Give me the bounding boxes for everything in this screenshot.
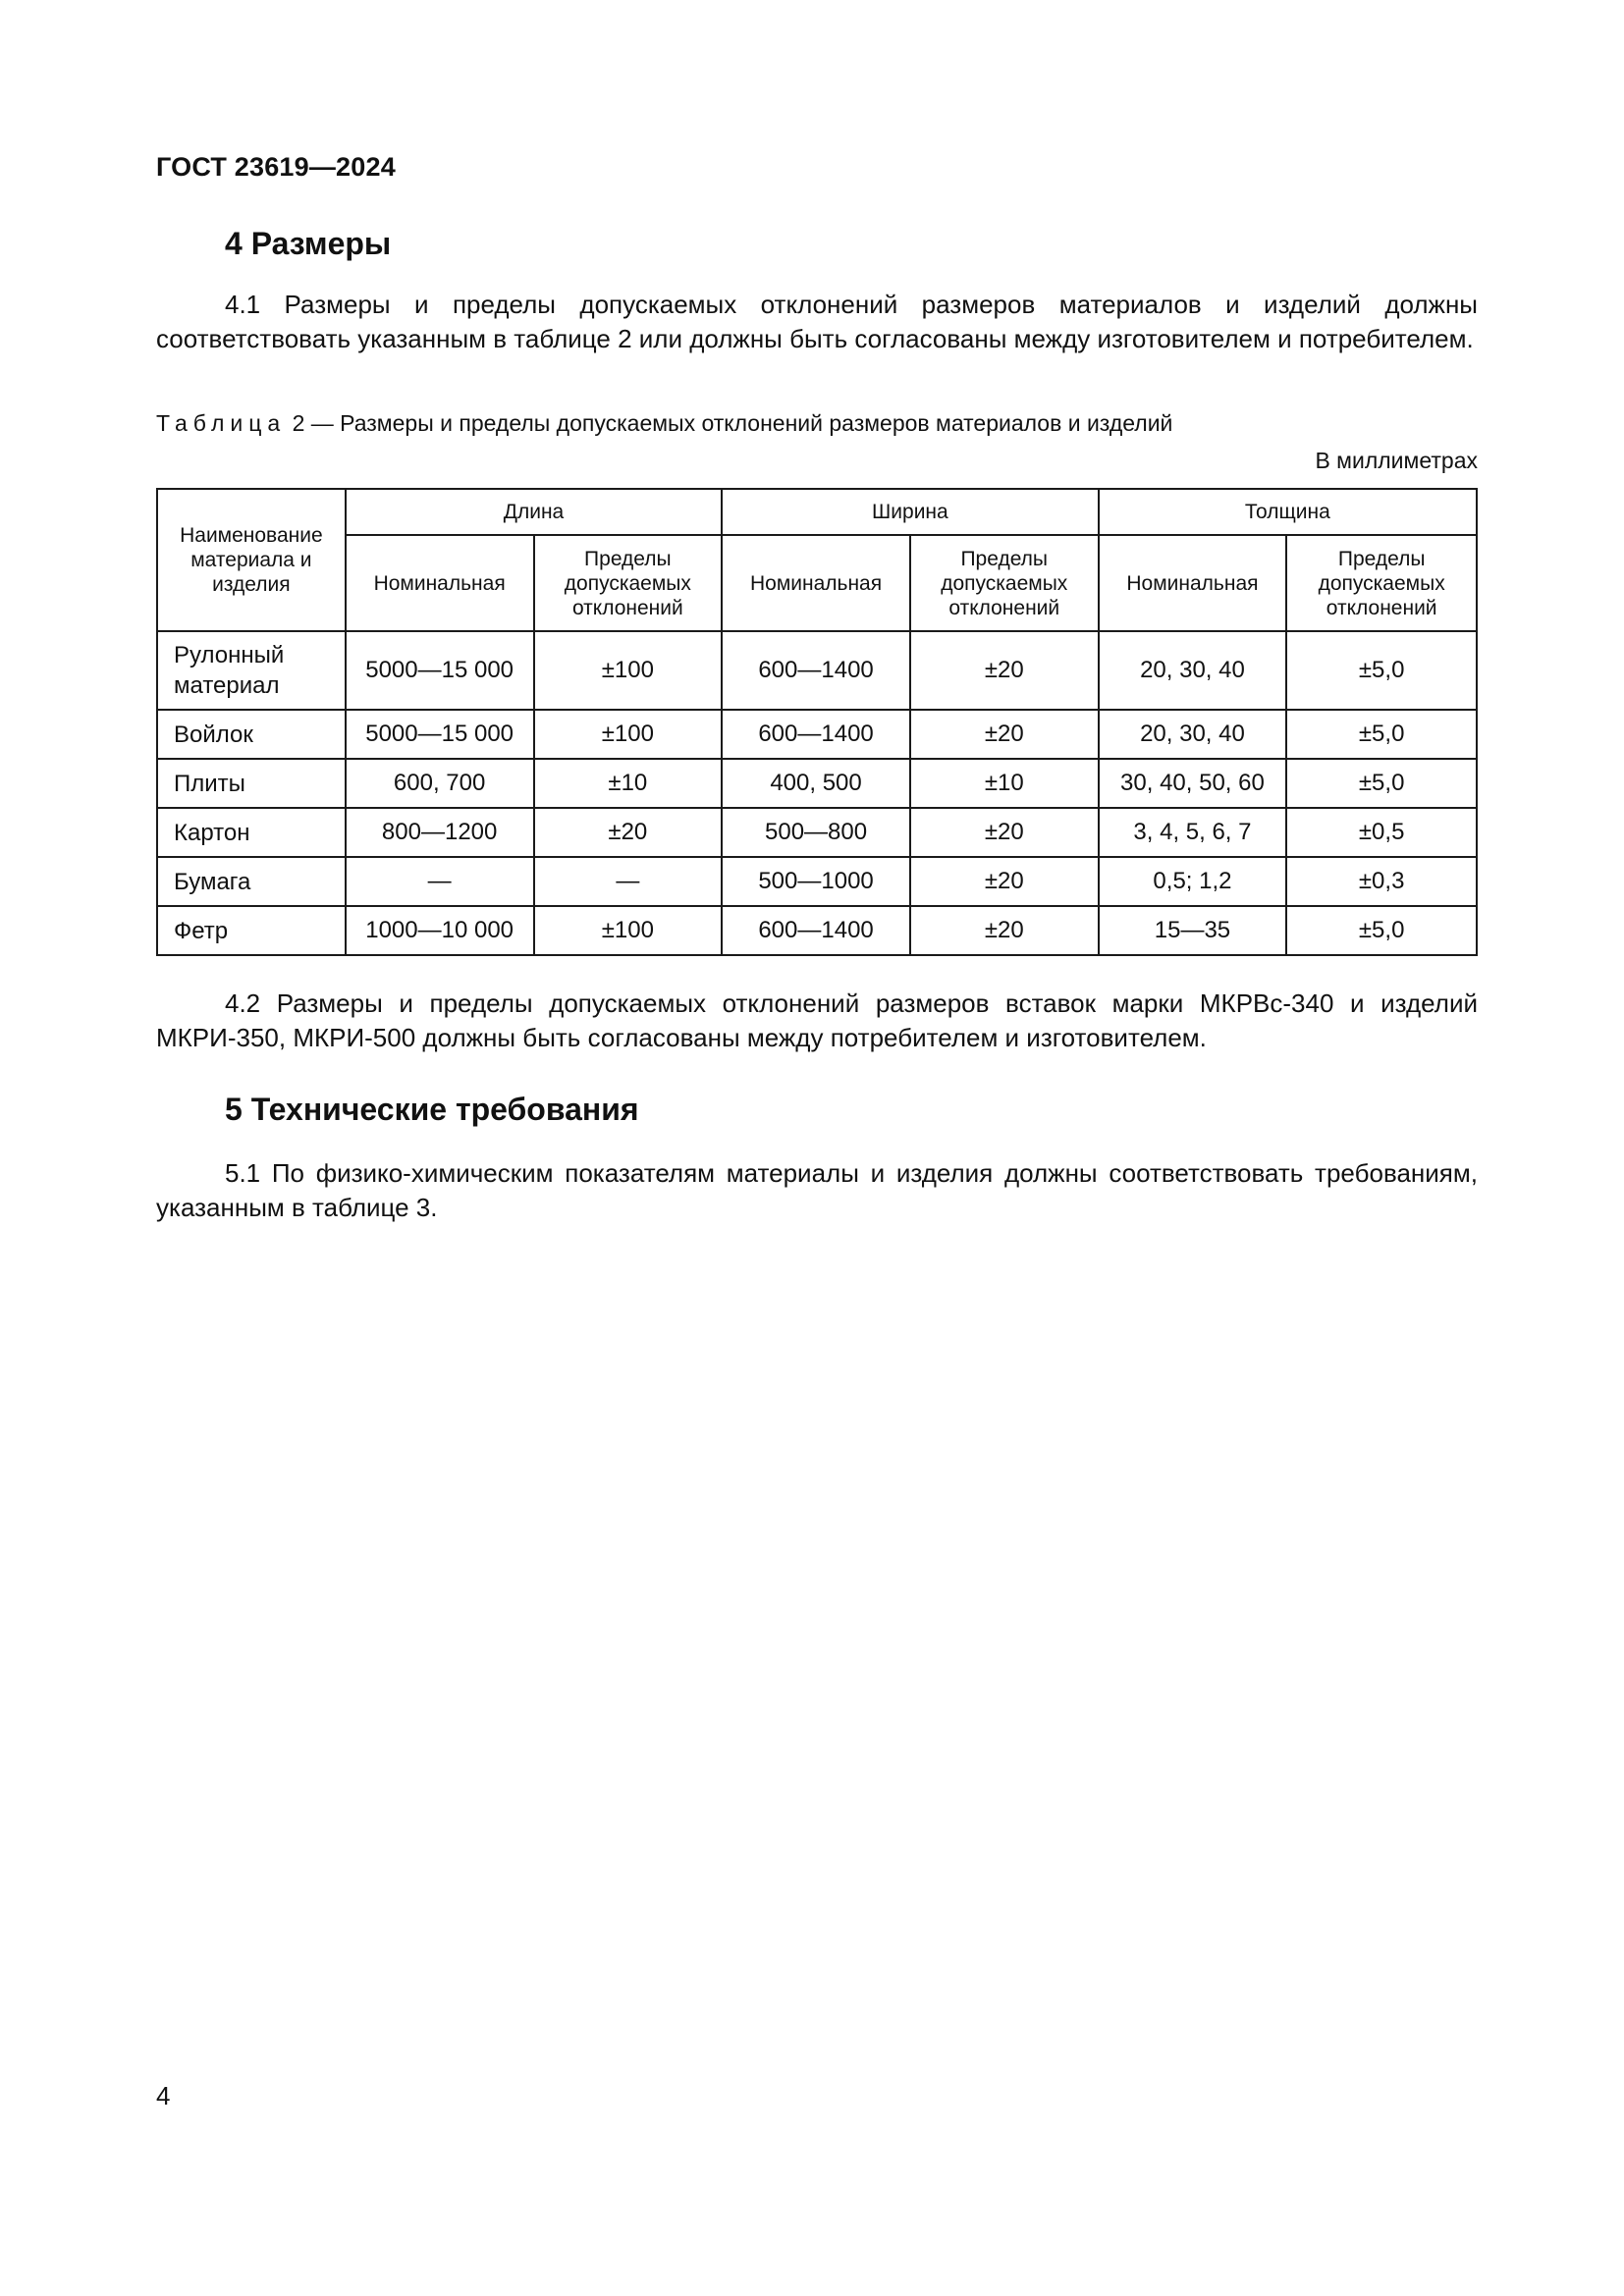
paragraph-5-1: 5.1 По физико-химическим показателям материалы и изделия должны соответствовать требованиям, указанным в таблице 3. bbox=[156, 1158, 1478, 1222]
section-5-title: 5 Технические требования bbox=[225, 1092, 639, 1127]
header-width-tolerance: Пределы допускаемых отклонений bbox=[910, 535, 1099, 631]
table-row bbox=[157, 631, 1477, 710]
table-row bbox=[157, 759, 1477, 808]
cell-length-tolerance: ±100 bbox=[534, 631, 723, 710]
cell-thickness-tolerance: ±5,0 bbox=[1286, 759, 1477, 808]
header-thickness-tolerance: Пределы допускаемых отклонений bbox=[1286, 535, 1477, 631]
header-width-nominal: Номинальная bbox=[722, 535, 910, 631]
table-caption-text: 2 — Размеры и пределы допускаемых отклонений размеров материалов и изделий bbox=[292, 410, 1173, 436]
cell-thickness-tolerance: ±5,0 bbox=[1286, 710, 1477, 759]
page-number: 4 bbox=[156, 2081, 171, 2110]
dimensions-table bbox=[156, 488, 1478, 956]
section-4-title: 4 Размеры bbox=[225, 226, 392, 261]
cell-thickness-nominal: 30, 40, 50, 60 bbox=[1099, 759, 1287, 808]
row-material-name: Войлок bbox=[157, 710, 346, 759]
table-row bbox=[157, 906, 1477, 955]
header-material-name: Наименование материала и изделия bbox=[157, 489, 346, 631]
cell-length-nominal: 1000—10 000 bbox=[346, 906, 534, 955]
cell-width-tolerance: ±10 bbox=[910, 759, 1099, 808]
cell-thickness-tolerance: ±0,5 bbox=[1286, 808, 1477, 857]
cell-thickness-nominal: 15—35 bbox=[1099, 906, 1287, 955]
cell-width-nominal: 500—800 bbox=[722, 808, 910, 857]
cell-width-nominal: 500—1000 bbox=[722, 857, 910, 906]
table-row bbox=[157, 808, 1477, 857]
table-caption-label: Таблица bbox=[156, 410, 287, 436]
paragraph-4-1: 4.1 Размеры и пределы допускаемых отклонений размеров материалов и изделий должны соответствовать указанным в таблице 2 или должны быть согласованы между изготовителем и потребителем. bbox=[156, 290, 1478, 353]
document-code: ГОСТ 23619—2024 bbox=[156, 152, 396, 182]
cell-width-tolerance: ±20 bbox=[910, 808, 1099, 857]
cell-thickness-nominal: 3, 4, 5, 6, 7 bbox=[1099, 808, 1287, 857]
table-header-groups bbox=[157, 489, 1477, 535]
row-material-name: Плиты bbox=[157, 759, 346, 808]
cell-length-nominal: 5000—15 000 bbox=[346, 631, 534, 710]
cell-length-nominal: 5000—15 000 bbox=[346, 710, 534, 759]
table-header-sub bbox=[157, 535, 1477, 631]
header-thickness-nominal: Номинальная bbox=[1099, 535, 1287, 631]
cell-width-nominal: 600—1400 bbox=[722, 710, 910, 759]
cell-length-tolerance: ±100 bbox=[534, 906, 723, 955]
cell-width-nominal: 400, 500 bbox=[722, 759, 910, 808]
header-thickness: Толщина bbox=[1099, 489, 1477, 535]
table-row bbox=[157, 710, 1477, 759]
cell-length-nominal: — bbox=[346, 857, 534, 906]
row-material-name: Бумага bbox=[157, 857, 346, 906]
cell-thickness-nominal: 20, 30, 40 bbox=[1099, 631, 1287, 710]
cell-thickness-nominal: 20, 30, 40 bbox=[1099, 710, 1287, 759]
cell-length-nominal: 600, 700 bbox=[346, 759, 534, 808]
cell-thickness-tolerance: ±5,0 bbox=[1286, 906, 1477, 955]
row-material-name: Рулонный материал bbox=[157, 631, 346, 710]
row-material-name: Фетр bbox=[157, 906, 346, 955]
cell-length-tolerance: — bbox=[534, 857, 723, 906]
cell-width-tolerance: ±20 bbox=[910, 857, 1099, 906]
cell-thickness-tolerance: ±5,0 bbox=[1286, 631, 1477, 710]
table-units: В миллиметрах bbox=[1315, 448, 1478, 473]
cell-length-tolerance: ±100 bbox=[534, 710, 723, 759]
cell-width-nominal: 600—1400 bbox=[722, 906, 910, 955]
header-width: Ширина bbox=[722, 489, 1098, 535]
row-material-name: Картон bbox=[157, 808, 346, 857]
cell-length-tolerance: ±10 bbox=[534, 759, 723, 808]
header-length: Длина bbox=[346, 489, 722, 535]
table-row bbox=[157, 857, 1477, 906]
cell-thickness-tolerance: ±0,3 bbox=[1286, 857, 1477, 906]
cell-length-nominal: 800—1200 bbox=[346, 808, 534, 857]
cell-width-tolerance: ±20 bbox=[910, 710, 1099, 759]
cell-width-tolerance: ±20 bbox=[910, 906, 1099, 955]
paragraph-4-2: 4.2 Размеры и пределы допускаемых отклонений размеров вставок марки МКРВс-340 и изделий МКРИ-350, МКРИ-500 должны быть согласованы между потребителем и изготовителем. bbox=[156, 988, 1478, 1052]
cell-width-tolerance: ±20 bbox=[910, 631, 1099, 710]
cell-width-nominal: 600—1400 bbox=[722, 631, 910, 710]
header-length-nominal: Номинальная bbox=[346, 535, 534, 631]
header-length-tolerance: Пределы допускаемых отклонений bbox=[534, 535, 723, 631]
table-caption bbox=[156, 410, 1172, 437]
cell-thickness-nominal: 0,5; 1,2 bbox=[1099, 857, 1287, 906]
cell-length-tolerance: ±20 bbox=[534, 808, 723, 857]
